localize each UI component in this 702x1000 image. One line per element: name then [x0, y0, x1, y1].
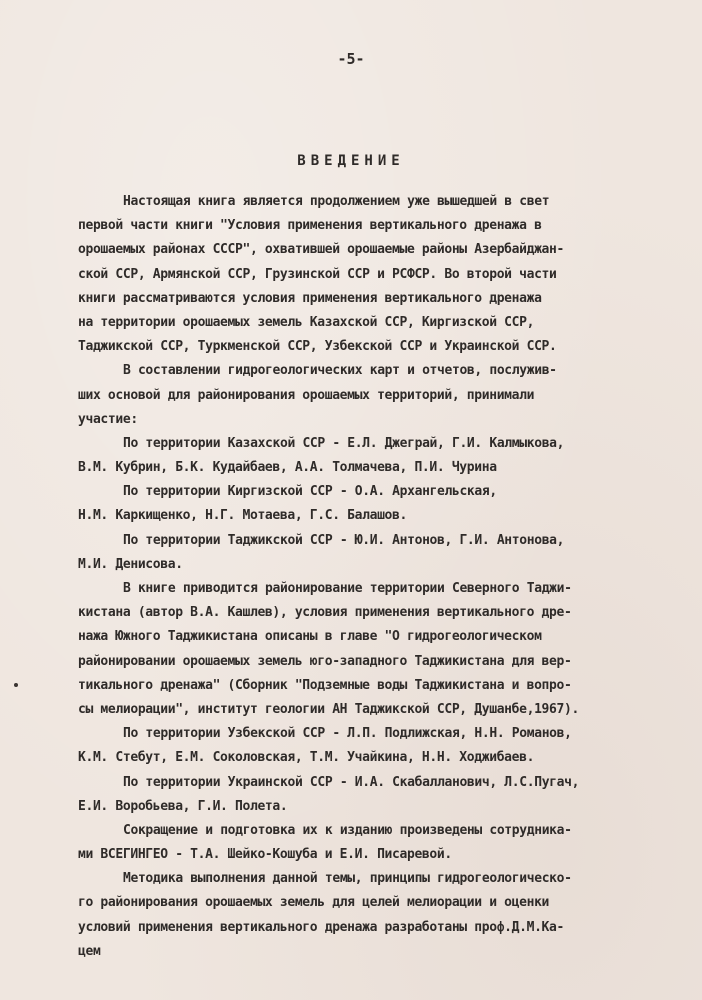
text-line: орошаемых районах СССР", охватившей орошаемые районы Азербайджан- — [78, 242, 564, 258]
text-line: участие: — [78, 411, 138, 427]
text-line: В книге приводится районирование территории Северного Таджи- — [123, 581, 572, 596]
body-text — [78, 190, 698, 964]
text-line: В составлении гидрогеологических карт и отчетов, послужив- — [123, 363, 557, 379]
text-line: районировании орошаемых земель юго-западного Таджикистана для вер- — [78, 653, 572, 669]
text-line: цем — [78, 943, 101, 959]
text-line: Сокращение и подготовка их к изданию произведены сотрудника- — [123, 822, 572, 838]
text-line: По территории Таджикской ССР - Ю.И. Антонов, Г.И. Антонова, — [123, 532, 565, 548]
text-line: Н.М. Каркищенко, Н.Г. Мотаева, Г.С. Балашов. — [78, 508, 407, 524]
text-line: го районирования орошаемых земель для целей мелиорации и оценки — [78, 895, 550, 911]
text-line: Настоящая книга является продолжением уже вышедшей в свет — [123, 194, 550, 209]
text-line: По территории Киргизской ССР - О.А. Архангельская, — [123, 484, 497, 500]
text-line: По территории Украинской ССР - И.А. Скабалланович, Л.С.Пугач, — [123, 774, 580, 790]
text-line: на территории орошаемых земель Казахской ССР, Киргизской ССР, — [78, 314, 535, 330]
text-line: По территории Казахской ССР - Е.Л. Джеграй, Г.И. Калмыкова, — [123, 435, 565, 451]
page-number: -5- — [337, 50, 365, 68]
text-line: тикального дренажа" (Сборник "Подземные воды Таджикистана и вопро- — [78, 677, 572, 693]
text-line: Е.И. Воробьева, Г.И. Полета. — [78, 798, 288, 814]
text-line: М.И. Денисова. — [78, 556, 183, 572]
text-line: Методика выполнения данной темы, принципы гидрогеологическо- — [123, 871, 572, 887]
text-line: ших основой для районирования орошаемых территорий, принимали — [78, 387, 535, 403]
ink-blot — [14, 683, 18, 687]
text-line: ми ВСЕГИНГЕО - Т.А. Шейко-Кошуба и Е.И. Писаревой. — [78, 847, 452, 863]
text-line: нажа Южного Таджикистана описаны в главе "О гидрогеологическом — [78, 629, 542, 645]
text-line: Таджикской ССР, Туркменской ССР, Узбекской ССР и Украинской ССР. — [78, 339, 557, 355]
text-line: первой части книги "Условия применения вертикального дренажа в — [78, 218, 542, 234]
text-line: книги рассматриваются условия применения вертикального дренажа — [78, 290, 542, 306]
text-line: К.М. Стебут, Е.М. Соколовская, Т.М. Учайкина, Н.Н. Ходжибаев. — [78, 750, 535, 766]
text-line: По территории Узбекской ССР - Л.П. Подлижская, Н.Н. Романов, — [123, 726, 572, 742]
text-line: кистана (автор В.А. Кашлев), условия применения вертикального дре- — [78, 605, 572, 621]
text-line: В.М. Кубрин, Б.К. Кудайбаев, А.А. Толмачева, П.И. Чурина — [78, 460, 497, 476]
section-heading: ВВЕДЕНИЕ — [297, 153, 405, 169]
text-line: условий применения вертикального дренажа разработаны проф.Д.М.Ка- — [78, 919, 564, 935]
text-line: ской ССР, Армянской ССР, Грузинской ССР и РСФСР. Во второй части — [78, 266, 557, 282]
text-line: сы мелиорации", институт геологии АН Таджикской ССР, Душанбе,1967). — [78, 701, 579, 717]
